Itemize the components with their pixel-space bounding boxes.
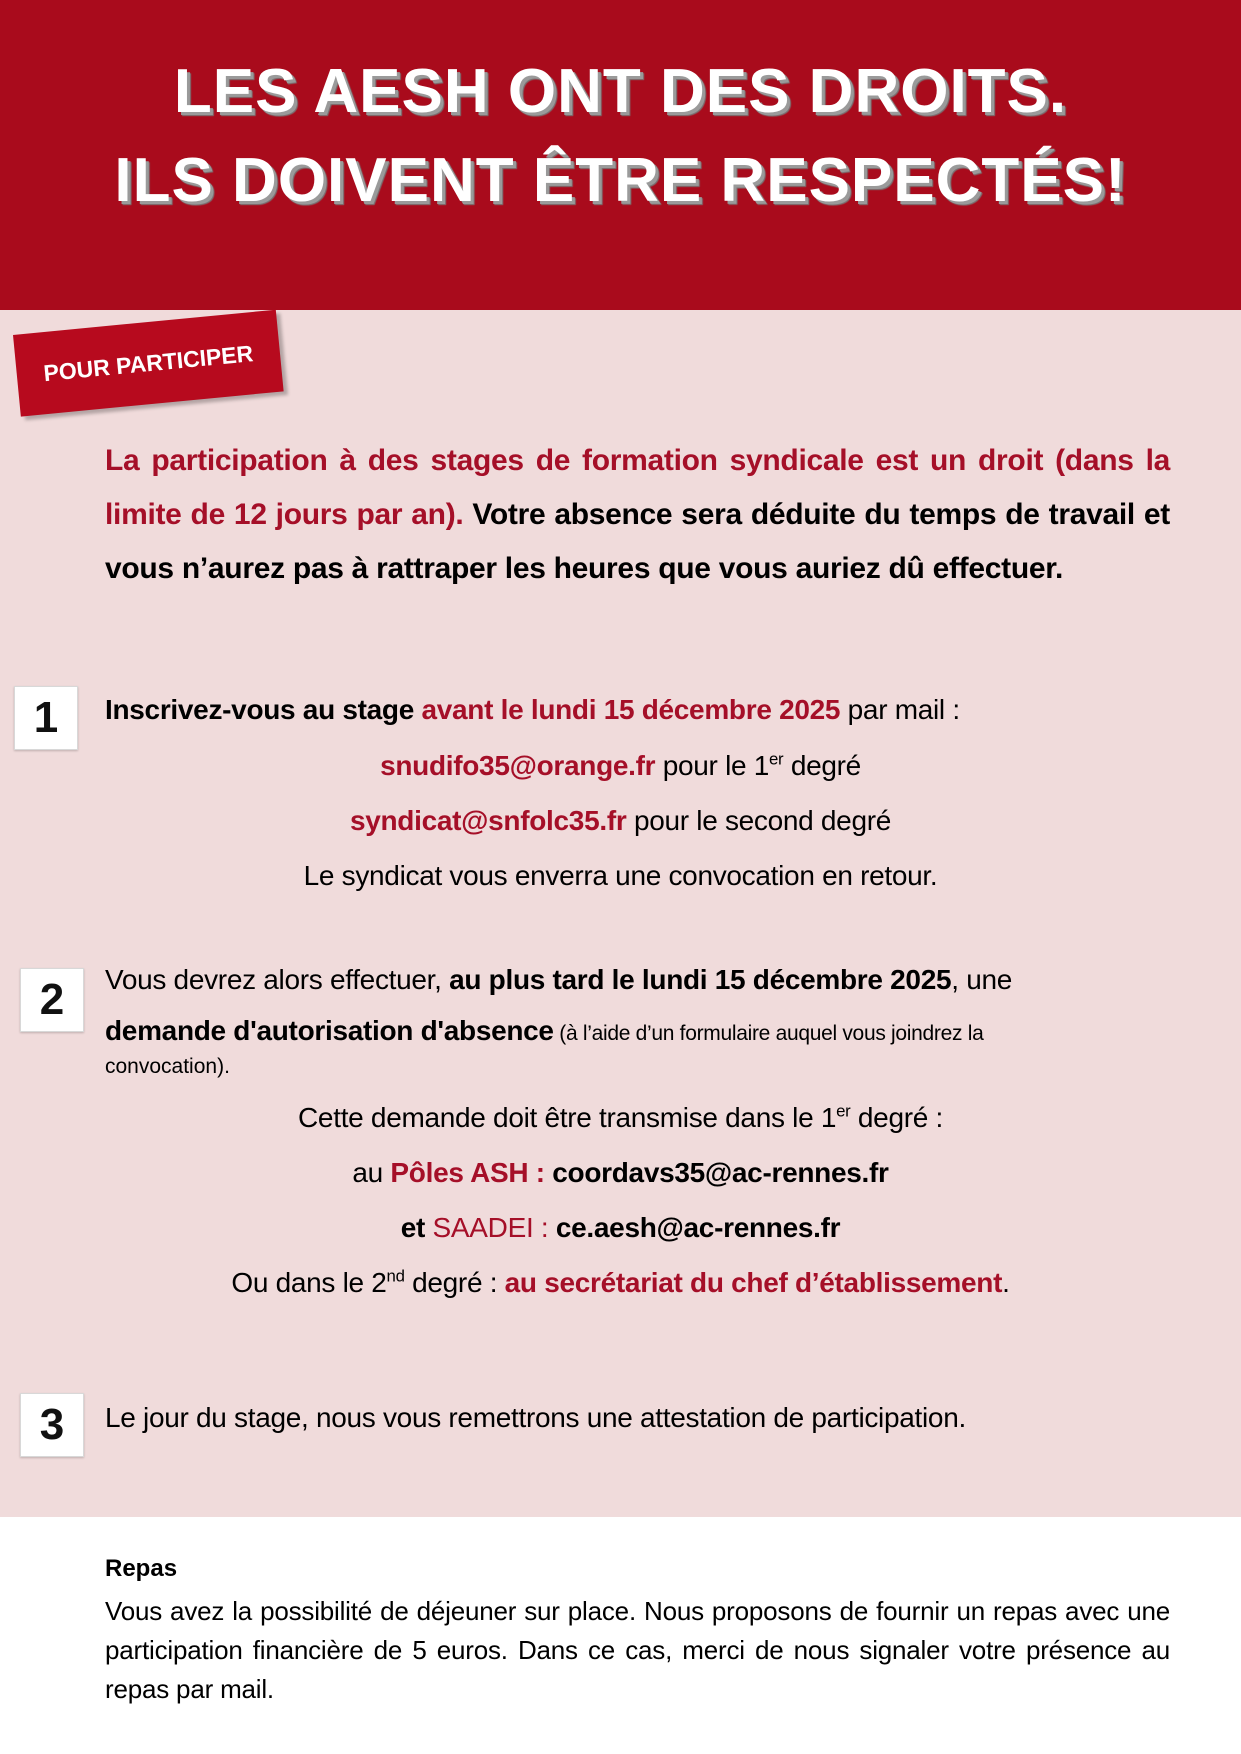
email-2-label: pour le second degré	[626, 805, 892, 836]
second-text-b: degré :	[404, 1267, 505, 1298]
transmit-text-b: degré :	[850, 1102, 943, 1133]
email-snfolc[interactable]: syndicat@snfolc35.fr	[349, 805, 627, 836]
step-3-instruction: Le jour du stage, nous vous remettrons une attestation de participation.	[105, 1402, 966, 1433]
step-2-deadline: au plus tard le lundi 15 décembre 2025	[449, 964, 952, 995]
step-2-instruction	[105, 954, 1170, 1059]
repas-paragraph: Vous avez la possibilité de déjeuner sur place. Nous proposons de fournir un repas avec une participation financière de 5 euros. Dans ce cas, merci de nous signaler votre présence au repas par mail.	[105, 1596, 1170, 1704]
step-1-text-a: Inscrivez-vous au stage	[105, 694, 422, 725]
intro-red-text: La participation à des stages de formation syndicale est un droit (dans la limite de 12 jours par an).	[105, 444, 1170, 531]
saadei-label: SAADEI :	[432, 1212, 556, 1243]
transmit-sup: er	[836, 1101, 851, 1121]
email-ce-aesh[interactable]: ce.aesh@ac-rennes.fr	[555, 1212, 841, 1243]
step-3-number-icon: 3	[20, 1393, 84, 1457]
second-sup: nd	[386, 1266, 405, 1286]
email-1-label-2: degré	[783, 750, 861, 781]
repas-heading: Repas	[105, 1555, 178, 1582]
badge-label: POUR PARTICIPER	[42, 339, 255, 386]
step-2-request-type: demande d'autorisation d'absence	[105, 1015, 554, 1046]
step-2-text-a: Vous devrez alors effectuer,	[105, 964, 450, 995]
title-line-1: LES AESH ONT DES DROITS.	[173, 57, 1068, 126]
step-2-transmit-line	[0, 1102, 1241, 1134]
second-destination: au secrétariat du chef d’établissement	[504, 1267, 1003, 1298]
poles-text-a: au	[352, 1157, 391, 1188]
step-2-poles-ash-line	[0, 1157, 1241, 1189]
email-1-label: pour le 1	[655, 750, 770, 781]
step-1-text-c: par mail :	[840, 694, 960, 725]
second-text-d: .	[1002, 1267, 1010, 1298]
intro-paragraph	[105, 434, 1170, 596]
step-1-instruction	[105, 694, 960, 726]
step-2-text-c: , une	[951, 964, 1013, 995]
poles-ash-label: Pôles ASH :	[390, 1157, 553, 1188]
saadei-text-a: et	[400, 1212, 433, 1243]
step-1-email-second-degree	[0, 805, 1241, 837]
step-2-second-degree-line	[0, 1267, 1241, 1299]
step-1-deadline: avant le lundi 15 décembre 2025	[421, 694, 841, 725]
header-banner	[0, 0, 1241, 310]
step-1-convocation-note: Le syndicat vous enverra une convocation en retour.	[303, 860, 938, 891]
email-snudifo[interactable]: snudifo35@orange.fr	[380, 750, 656, 781]
step-1-email-first-degree	[0, 750, 1241, 782]
step-2-form-note: (à l’aide d’un formulaire auquel vous joindrez la	[553, 1022, 984, 1045]
transmit-text-a: Cette demande doit être transmise dans le 1	[298, 1102, 837, 1133]
step-2-form-note-end: convocation).	[105, 1055, 230, 1078]
intro-black-text: Votre absence sera déduite du temps de travail et vous n’aurez pas à rattraper les heures que vous auriez dû effectuer.	[105, 498, 1170, 585]
email-coordavs[interactable]: coordavs35@ac-rennes.fr	[552, 1157, 889, 1188]
email-1-sup: er	[769, 749, 784, 769]
step-2-number-icon: 2	[20, 968, 84, 1032]
title-line-2: ILS DOIVENT ÊTRE RESPECTÉS!	[114, 146, 1127, 215]
step-2-saadei-line	[0, 1212, 1241, 1244]
step-1-number-icon: 1	[14, 686, 78, 750]
second-text-a: Ou dans le 2	[231, 1267, 387, 1298]
